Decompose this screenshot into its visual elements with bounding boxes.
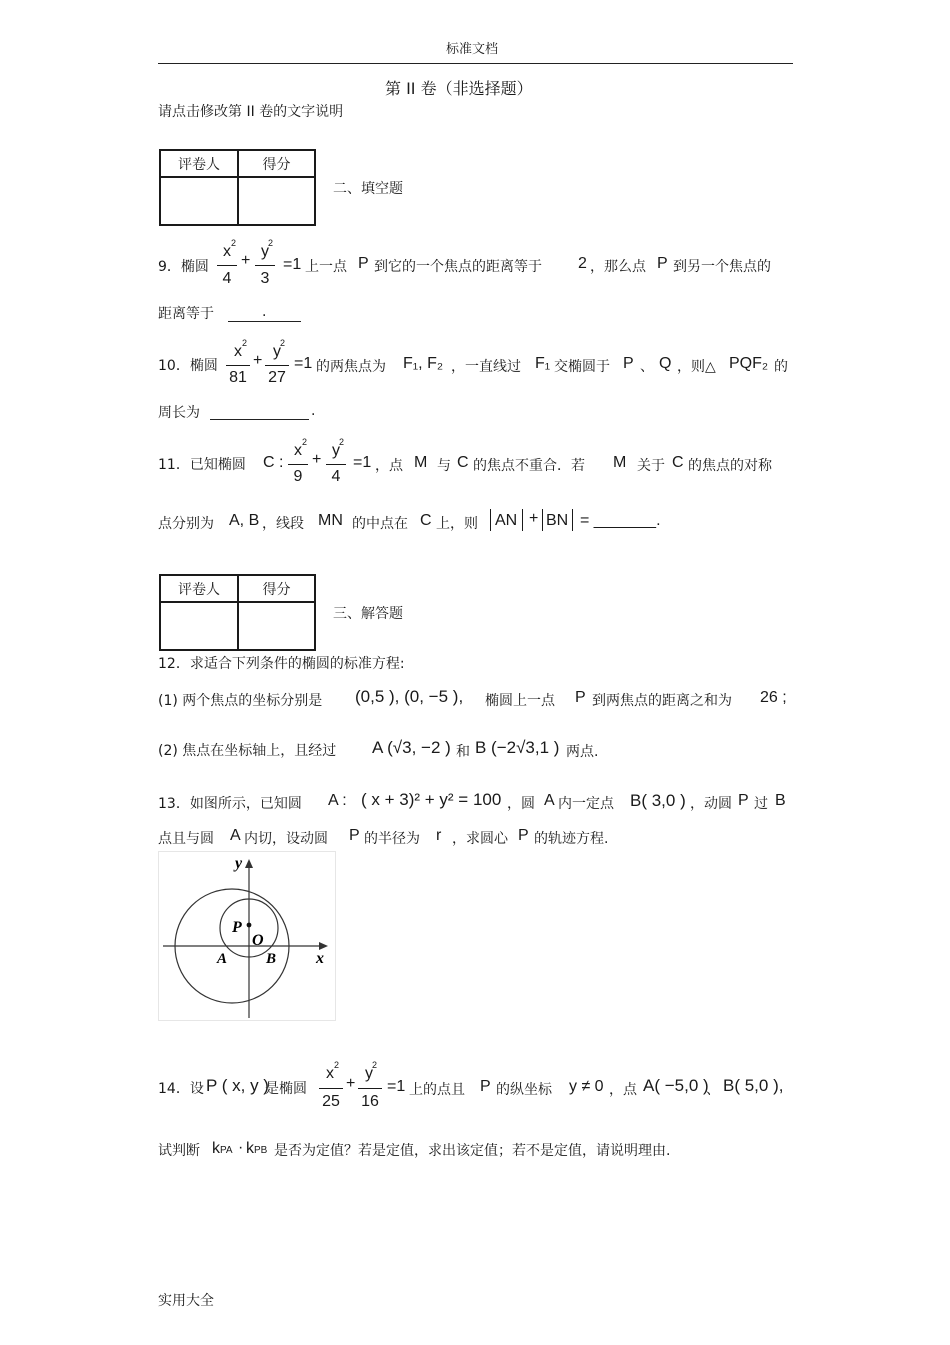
q9-answer-blank[interactable] bbox=[228, 321, 301, 322]
q11-line2d: 上，则 bbox=[436, 516, 478, 532]
q11-line2a: 点分别为 bbox=[158, 516, 214, 532]
q13-B-end: B bbox=[775, 792, 786, 809]
q13-label: 13．如图所示，已知圆 bbox=[158, 796, 302, 812]
q10-t6: 的 bbox=[774, 359, 788, 375]
q14-label: 14．设 bbox=[158, 1081, 204, 1097]
q14-t2: 上的点且 bbox=[409, 1082, 465, 1098]
score-table-1 bbox=[159, 149, 316, 226]
q14-frac1-bar bbox=[319, 1088, 343, 1089]
q9-frac1-den: 4 bbox=[222, 270, 232, 287]
score-table-header-grader: 评卷人 bbox=[160, 575, 238, 602]
q14-sq2: 2 bbox=[372, 1060, 378, 1070]
q9-t1: 上一点 bbox=[305, 259, 347, 275]
q9-t3: ，那么点 bbox=[590, 259, 646, 275]
q14-frac2-num: y bbox=[365, 1065, 373, 1082]
q10-t2: ，一直线过 bbox=[451, 359, 521, 375]
page-footer: 实用大全 bbox=[158, 1293, 214, 1309]
q10-PQF2: PQF₂ bbox=[729, 355, 769, 372]
q9-label: 9．椭圆 bbox=[158, 259, 209, 275]
q9-dot: . bbox=[262, 304, 267, 320]
q11-t3: 的焦点不重合．若 bbox=[473, 458, 585, 474]
q10-frac2-den: 27 bbox=[268, 369, 286, 386]
q13-circle-equation: ( x + 3)² + y² = 100 bbox=[361, 790, 502, 809]
score-table-header-grader: 评卷人 bbox=[160, 150, 238, 177]
q10-label: 10．椭圆 bbox=[158, 358, 218, 374]
q9-two: 2 bbox=[578, 255, 587, 272]
q13-line2c: 的半径为 bbox=[364, 831, 420, 847]
q12-part2-B: B (−2√3,1 ) bbox=[475, 738, 560, 757]
header-rule bbox=[158, 63, 793, 64]
q9-sq2: 2 bbox=[268, 238, 274, 248]
q14-frac2-bar bbox=[358, 1088, 382, 1089]
fig-label-O: O bbox=[252, 932, 264, 949]
q11-AN: AN bbox=[495, 512, 518, 529]
q11-MN: MN bbox=[318, 512, 343, 529]
q11-M: M bbox=[414, 454, 428, 471]
q9-frac1-num: x bbox=[223, 243, 231, 260]
fig-label-y: y bbox=[235, 855, 243, 872]
q13-line2a: 点且与圆 bbox=[158, 831, 214, 847]
q14-B: B( 5,0 ), bbox=[723, 1076, 784, 1095]
q13-line2b: 内切，设动圆 bbox=[244, 831, 328, 847]
q12-title: 12．求适合下列条件的椭圆的标准方程: bbox=[158, 656, 405, 672]
q12-part2-c: 两点. bbox=[566, 744, 599, 760]
q10-dot: . bbox=[311, 403, 316, 419]
q13-r: r bbox=[436, 827, 442, 844]
q10-t1: 的两焦点为 bbox=[316, 359, 386, 375]
fig-label-A: A bbox=[217, 951, 228, 967]
q9-sq1: 2 bbox=[231, 238, 237, 248]
q10-t5: ，则△ bbox=[677, 359, 716, 375]
page-subtitle[interactable]: 请点击修改第 II 卷的文字说明 bbox=[158, 104, 344, 120]
q14-frac2-den: 16 bbox=[361, 1093, 379, 1110]
q11-label: 11．已知椭圆 bbox=[158, 457, 246, 473]
q9-frac2-den: 3 bbox=[260, 270, 270, 287]
q13-t3: ，动圆 bbox=[690, 796, 732, 812]
q12-part1-value: 26 ; bbox=[760, 689, 787, 706]
q13-t2: 内一定点 bbox=[558, 796, 614, 812]
fig-label-P: P bbox=[232, 919, 242, 936]
q14-t3: 的纵坐标 bbox=[496, 1082, 552, 1098]
q11-t5: 的焦点的对称 bbox=[688, 458, 772, 474]
q14-line2a: 试判断 bbox=[158, 1143, 200, 1159]
q9-eq: =1 bbox=[283, 256, 302, 273]
q14-t4: ，点 bbox=[609, 1082, 637, 1098]
q10-frac2-num: y bbox=[273, 343, 281, 360]
q14-A: A( −5,0 ) bbox=[643, 1076, 709, 1095]
q14-t1: 是椭圆 bbox=[265, 1081, 307, 1097]
q11-frac1-bar bbox=[288, 464, 308, 465]
q11-sq1: 2 bbox=[302, 437, 308, 447]
q12-part1-c: 到两焦点的距离之和为 bbox=[592, 693, 732, 709]
q10-t4: 、 bbox=[640, 359, 654, 375]
q9-t4: 到另一个焦点的 bbox=[673, 259, 771, 275]
q14-sq1: 2 bbox=[334, 1060, 340, 1070]
q12-part1: (1) 两个焦点的坐标分别是 bbox=[158, 693, 323, 709]
q10-F1: F₁ bbox=[535, 355, 551, 372]
q11-frac1-num: x bbox=[294, 442, 302, 459]
q11-C: C : bbox=[263, 454, 284, 471]
q10-sq2: 2 bbox=[280, 338, 286, 348]
q9-frac2-num: y bbox=[261, 243, 269, 260]
score-cell[interactable] bbox=[238, 602, 315, 650]
q9-P: P bbox=[358, 255, 369, 272]
y-axis-arrow bbox=[245, 859, 253, 868]
q10-Q: Q bbox=[659, 355, 672, 372]
q11-BN: BN bbox=[546, 512, 569, 529]
q14-t5: 、 bbox=[706, 1082, 720, 1098]
fig-label-x: x bbox=[316, 950, 324, 967]
q11-eq: =1 bbox=[353, 454, 372, 471]
q11-frac1-den: 9 bbox=[293, 468, 303, 485]
q12-part2-A: A (√3, −2 ) bbox=[372, 738, 451, 757]
q10-t3: 交椭圆于 bbox=[554, 359, 610, 375]
q11-M2: M bbox=[613, 454, 627, 471]
q9-frac2-bar bbox=[255, 265, 275, 266]
q13-line2d: ，求圆心 bbox=[452, 831, 508, 847]
q10-sq1: 2 bbox=[242, 338, 248, 348]
page-header: 标准文档 bbox=[446, 42, 499, 57]
q13-figure bbox=[158, 851, 336, 1021]
q11-answer-blank[interactable]: = _______. bbox=[580, 512, 661, 529]
q11-t4: 关于 bbox=[637, 458, 665, 474]
q11-frac2-bar bbox=[326, 464, 346, 465]
q11-t1: ，点 bbox=[375, 458, 403, 474]
score-cell[interactable] bbox=[238, 177, 315, 225]
q11-line2c: 的中点在 bbox=[352, 516, 408, 532]
q11-sq2: 2 bbox=[339, 437, 345, 447]
q14-Pxy: P ( x, y ) bbox=[206, 1076, 269, 1095]
q13-line2e: 的轨迹方程. bbox=[534, 831, 609, 847]
q9-P2: P bbox=[657, 255, 668, 272]
q14-frac1-num: x bbox=[326, 1065, 334, 1082]
q14-line2b: 是否为定值？若是定值，求出该定值；若不是定值，请说明理由. bbox=[274, 1143, 671, 1159]
section-solve: 三、解答题 bbox=[333, 606, 403, 622]
q11-plus: + bbox=[529, 510, 539, 527]
q12-part2-and: 和 bbox=[456, 744, 470, 760]
q11-line2b: ，线段 bbox=[262, 516, 304, 532]
grader-cell[interactable] bbox=[160, 602, 238, 650]
q14-kPA: kPA bbox=[212, 1140, 233, 1157]
score-table-header-score: 得分 bbox=[238, 150, 315, 177]
q10-line2: 周长为 bbox=[158, 405, 200, 421]
q11-frac2-den: 4 bbox=[331, 468, 341, 485]
q10-P: P bbox=[623, 355, 634, 372]
q10-answer-blank[interactable] bbox=[210, 419, 309, 420]
q14-eq: =1 bbox=[387, 1078, 406, 1095]
page-title: 第 II 卷（非选择题） bbox=[385, 79, 533, 98]
q9-line2: 距离等于 bbox=[158, 306, 214, 322]
q9-frac1-bar bbox=[217, 265, 237, 266]
q10-foci: F₁, F₂ bbox=[403, 355, 444, 372]
q10-frac2-bar bbox=[265, 365, 289, 366]
q13-A: A : bbox=[328, 792, 347, 809]
q9-t2: 到它的一个焦点的距离等于 bbox=[374, 259, 542, 275]
q12-part1-b: 椭圆上一点 bbox=[485, 693, 555, 709]
q10-eq: =1 bbox=[294, 355, 313, 372]
section-fill-blank: 二、填空题 bbox=[333, 181, 403, 197]
q10-frac1-num: x bbox=[234, 343, 242, 360]
q13-t4: 过 bbox=[754, 796, 768, 812]
q11-t2: 与 bbox=[437, 458, 451, 474]
q11-frac2-num: y bbox=[332, 442, 340, 459]
q14-kPB: kPB bbox=[246, 1140, 268, 1157]
q13-t1: ，圆 bbox=[507, 796, 535, 812]
fig-label-B: B bbox=[266, 951, 277, 967]
x-axis-arrow bbox=[319, 942, 328, 950]
q14-dot-operator: · bbox=[238, 1139, 244, 1156]
point-P bbox=[247, 923, 252, 928]
q12-part2: (2) 焦点在坐标轴上，且经过 bbox=[158, 743, 337, 759]
score-table-2 bbox=[159, 574, 316, 651]
q12-part1-points: (0,5 ), (0, −5 ), bbox=[355, 687, 464, 706]
q10-frac1-den: 81 bbox=[229, 369, 247, 386]
q10-frac1-bar bbox=[226, 365, 250, 366]
q14-frac1-den: 25 bbox=[322, 1093, 340, 1110]
q14-condition: y ≠ 0 bbox=[569, 1078, 604, 1095]
q13-B: B( 3,0 ) bbox=[630, 791, 686, 810]
q11-AB: A, B bbox=[229, 512, 260, 529]
score-table-header-score: 得分 bbox=[238, 575, 315, 602]
grader-cell[interactable] bbox=[160, 177, 238, 225]
